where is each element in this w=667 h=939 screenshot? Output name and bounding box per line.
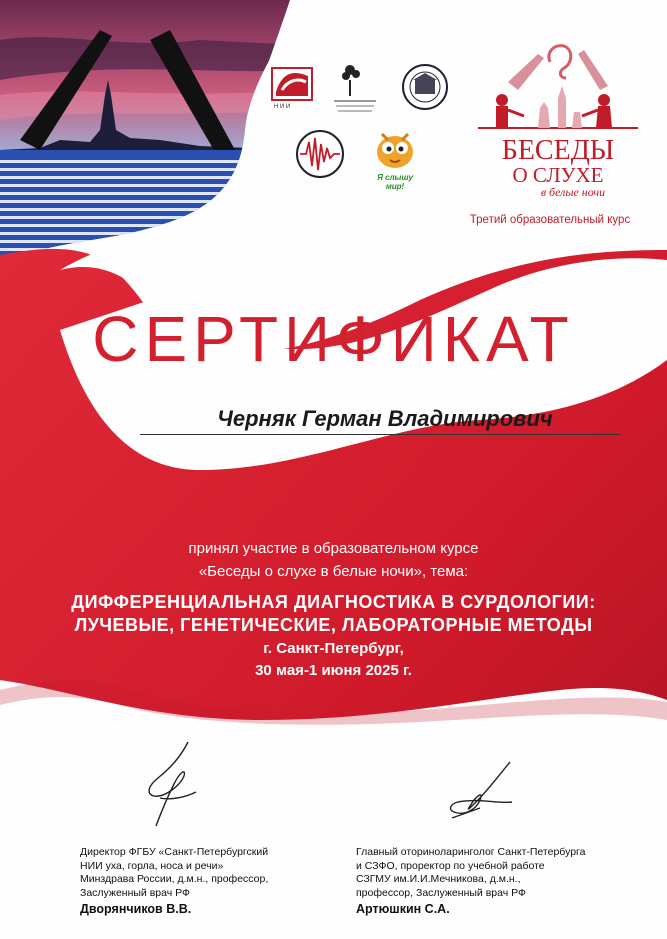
- partner-logo-kids: [368, 128, 422, 191]
- recipient-name: Черняк Герман Владимирович: [217, 406, 553, 431]
- course-logo-title-2: О СЛУХЕ: [512, 163, 604, 187]
- left-title-3: Минздрава России, д.м.н., профессор,: [80, 873, 269, 885]
- signature-left: [140, 738, 210, 838]
- ear-icon: [549, 46, 571, 78]
- partner-logo-waveform: [294, 128, 346, 180]
- partner-logo-2: [332, 60, 378, 116]
- left-title-2: НИИ уха, горла, носа и речи»: [80, 859, 224, 872]
- owl-mascot-icon: [368, 128, 422, 172]
- name-underline: [140, 434, 620, 435]
- right-title-1: Главный оториноларинголог Санкт-Петербурга: [356, 846, 586, 858]
- right-title-3: СЗГМУ им.И.И.Мечникова, д.м.н.,: [356, 873, 521, 885]
- signature-block-right: [356, 846, 656, 916]
- course-name-text: «Беседы о слухе в белые ночи», тема:: [198, 563, 469, 580]
- topic-line-2: ЛУЧЕВЫЕ, ГЕНЕТИЧЕСКИЕ, ЛАБОРАТОРНЫЕ МЕТОДЫ: [74, 615, 593, 635]
- left-title-4: Заслуженный врач РФ: [80, 886, 190, 899]
- course-logo-art: [478, 42, 638, 142]
- partner-logo-3-seal: [400, 62, 450, 112]
- certificate-title: СЕРТИФИКАТ: [92, 303, 575, 375]
- course-logo-title-1: БЕСЕДЫ: [501, 135, 615, 166]
- dates-text: 30 мая-1 июня 2025 г.: [255, 662, 412, 679]
- kids-logo-text: Я слышу мир!: [377, 173, 413, 191]
- svg-text:Н И И: Н И И: [274, 104, 291, 110]
- topic-line-1: ДИФФЕРЕНЦИАЛЬНАЯ ДИАГНОСТИКА В СУРДОЛОГИИ:: [71, 592, 596, 612]
- city-text: г. Санкт-Петербург,: [263, 640, 404, 657]
- signature-right: [440, 760, 520, 820]
- right-signer-name: Артюшкин С.А.: [356, 902, 450, 916]
- course-label: Третий образовательный курс: [469, 214, 631, 226]
- right-title-2: и СЗФО, проректор по учебной работе: [356, 859, 545, 872]
- left-signer-name: Дворянчиков В.В.: [80, 902, 192, 916]
- partner-logo-1: [268, 62, 328, 110]
- course-logo-title-3: в белые ночи: [540, 185, 606, 199]
- left-title-1: Директор ФГБУ «Санкт-Петербургский: [80, 846, 269, 858]
- right-title-4: профессор, Заслуженный врач РФ: [356, 886, 526, 899]
- signature-block-left: [80, 846, 340, 916]
- participation-text: принял участие в образовательном курсе: [188, 540, 479, 557]
